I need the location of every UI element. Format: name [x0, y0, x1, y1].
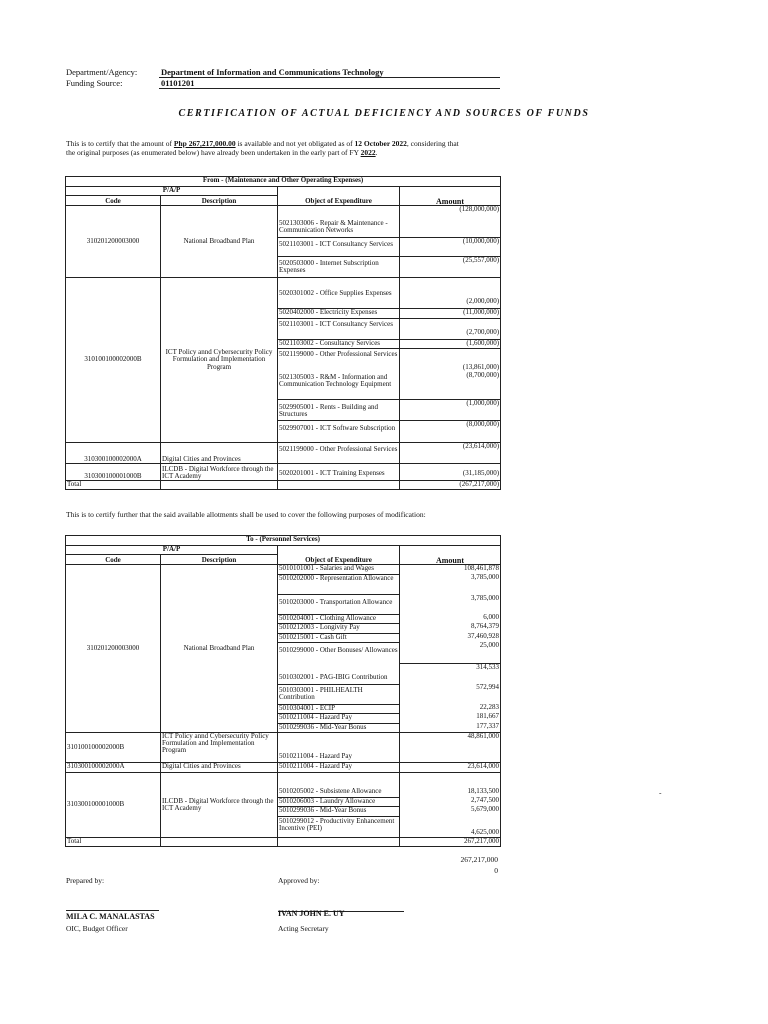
approver-title: Acting Secretary	[278, 924, 329, 933]
from-description-header: Description	[161, 196, 278, 206]
from-object-item: 5021199000 - Other Professional Services	[279, 445, 398, 453]
to-total-label: Total	[66, 838, 161, 847]
to-code-header: Code	[66, 555, 161, 565]
to-group-row	[66, 565, 501, 733]
to-section-title: To - (Personnel Services)	[66, 536, 501, 546]
to-description-header: Description	[161, 555, 278, 565]
from-total-amount: (267,217,000)	[400, 481, 501, 490]
certification-text-3: , considering that	[406, 139, 459, 148]
from-total-row	[66, 481, 501, 490]
to-object-item	[278, 663, 399, 674]
from-amount-item: (2,000,000)	[466, 297, 500, 305]
preparer-title: OIC, Budget Officer	[66, 924, 128, 933]
from-amount-item: (1,000,000)	[400, 399, 500, 420]
from-group-objects	[278, 206, 400, 278]
to-amount-item: 314,533	[400, 663, 500, 674]
certification-text-2: is available and not yet obligated as of	[235, 139, 355, 148]
from-object-item	[278, 206, 399, 213]
to-group-row	[66, 763, 501, 773]
to-group-row	[66, 733, 501, 763]
from-group-row	[66, 206, 501, 278]
from-object-item: 5021103001 - ICT Consultancy Services	[278, 318, 399, 339]
to-amount-item: 181,667	[476, 713, 499, 720]
to-group-objects	[278, 565, 400, 733]
from-amount-item: (8,000,000)	[400, 420, 500, 442]
certification-text-4: the original purposes (as enumerated below) have already been undertaken in the early part of FY	[66, 147, 361, 157]
to-group-amounts	[400, 565, 501, 733]
to-group-objects	[278, 773, 400, 838]
to-object-item: 5010205002 - Subsistene Allowance	[279, 787, 382, 795]
from-code-header: Code	[66, 196, 161, 206]
from-amount-item: (1,600,000)	[400, 339, 500, 348]
to-object-item: 5010215001 - Cash Gift	[278, 633, 399, 642]
approver-name: IVAN JOHN E. UY	[278, 909, 345, 918]
from-amount-item: (128,000,000)	[459, 206, 500, 213]
from-amount-item: (2,700,000)	[400, 318, 500, 339]
to-amount-item: 18,133,500	[467, 787, 499, 795]
from-total-label: Total	[66, 481, 161, 490]
to-group-description: National Broadband Plan	[161, 565, 278, 733]
preparer-signature-line	[66, 910, 159, 911]
from-section-header-row	[66, 177, 501, 187]
to-object-item: 5010299012 - Productivity Enhancement Incentive (PEI)	[278, 816, 399, 837]
from-amount-item	[400, 213, 500, 237]
as-of-date: 12 October 2022	[354, 139, 407, 148]
to-total-amount: 267,217,000	[400, 838, 501, 847]
to-total-row	[66, 838, 501, 847]
fiscal-year: 2022	[360, 147, 376, 157]
certification-paragraph	[66, 140, 502, 157]
from-group-amounts	[400, 464, 501, 481]
from-table	[65, 176, 501, 490]
to-amount-item: 48,861,000	[467, 733, 499, 740]
from-group-amounts	[400, 206, 501, 278]
from-total-empty	[161, 481, 278, 490]
department-label: Department/Agency:	[66, 67, 138, 77]
approved-by-label: Approved by:	[278, 876, 320, 885]
funding-source-label: Funding Source:	[66, 78, 123, 88]
to-amount-item: 108,461,878	[464, 565, 499, 572]
from-amount-item: (8,700,000)	[466, 372, 500, 379]
certified-amount: Php 267,217,000.00	[173, 139, 236, 148]
to-group-code: 310300100002000A	[66, 763, 161, 773]
header-underline	[159, 77, 500, 78]
to-object-item: 5010206003 - Laundry Allowance	[278, 797, 399, 806]
to-object-item: 5010202000 - Representation Allowance	[278, 574, 399, 594]
from-group-row	[66, 278, 501, 443]
to-amount-item: 572,994	[476, 684, 499, 691]
to-group-amounts	[400, 773, 501, 838]
from-object-item: 5020402000 - Electricity Expenses	[278, 308, 399, 318]
to-group-amounts	[400, 733, 501, 763]
difference-value: 0	[494, 866, 498, 875]
to-amount-item: 3,785,000	[471, 574, 499, 581]
check-amount: 267,217,000	[460, 855, 498, 864]
to-amount-item: 4,625,000	[471, 828, 499, 836]
document-title: CERTIFICATION OF ACTUAL DEFICIENCY AND SOURCES OF FUNDS	[178, 108, 590, 119]
to-total-empty	[161, 838, 278, 847]
to-amount-item: 5,679,000	[471, 806, 499, 813]
from-pap-header: P/A/P	[66, 187, 278, 196]
funding-source-value: 01101201	[161, 78, 195, 88]
to-amount-item: 3,785,000	[471, 594, 499, 602]
from-group-row	[66, 464, 501, 481]
to-column-header-row	[66, 546, 501, 555]
to-object-item: 5010203000 - Transportation Allowance	[278, 594, 399, 614]
to-object-item: 5010211004 - Hazard Pay	[279, 752, 353, 760]
to-group-objects	[278, 763, 400, 773]
from-group-objects	[278, 443, 400, 464]
from-amount-header: Amount	[400, 187, 501, 206]
from-object-item: 5029907001 - ICT Software Subscription	[278, 420, 399, 442]
to-amount-item: 177,337	[476, 723, 499, 730]
from-group-code: 310300100001000B	[66, 464, 161, 481]
from-object-item: 5021103001 - ICT Consultancy Services	[278, 237, 399, 256]
from-object-item: 5020301002 - Office Supplies Expenses	[279, 289, 392, 297]
prepared-by-label: Prepared by:	[66, 876, 105, 885]
from-amount-item: (25,557,000)	[400, 256, 500, 277]
department-value: Department of Information and Communications Technology	[161, 67, 384, 77]
to-object-item: 5010299000 - Other Bonuses/ Allowances	[278, 642, 399, 663]
to-amount-item: 8,764,379	[471, 623, 499, 630]
from-group-description: ICT Policy annd Cybersecurity Policy Formulation and Implementation Program	[161, 278, 278, 443]
to-group-description: ILCDB - Digital Workforce through the ICT Academy	[161, 773, 278, 838]
header-underline-2	[159, 88, 500, 89]
to-object-item: 5010101001 - Salaries and Wages	[279, 565, 374, 572]
from-object-item: 5020503000 - Internet Subscription Expenses	[278, 256, 399, 277]
from-object-item: 5021199000 - Other Professional Services	[278, 348, 399, 372]
from-group-description: National Broadband Plan	[161, 206, 278, 278]
to-object-item: 5010212003 - Longivity Pay	[278, 623, 399, 633]
certification-text-1: This is to certify that the amount of	[66, 139, 174, 148]
to-group-code: 310201200003000	[66, 565, 161, 733]
to-total-empty	[278, 838, 400, 847]
to-object-item: 5010299036 - Mid-Year Bonus	[278, 723, 399, 732]
from-object-item: 5029905001 - Rents - Building and Structures	[278, 399, 399, 420]
to-object-item: 5010299036 - Mid-Year Bonus	[278, 806, 399, 816]
to-group-objects	[278, 733, 400, 763]
from-object-item: 5021305003 - R&M - Information and Communication Technology Equipment	[279, 373, 392, 389]
to-object-item: 5010302001 - PAG-IBIG Contribution	[279, 674, 388, 681]
to-amount-header: Amount	[400, 546, 501, 565]
from-group-description: Digital Cities and Provinces	[161, 443, 278, 464]
to-amount-item	[400, 674, 500, 684]
to-pap-header: P/A/P	[66, 546, 278, 555]
from-amount-item: (13,861,000)	[400, 348, 500, 372]
to-object-item: 5010303001 - PHILHEALTH Contribution	[278, 684, 399, 704]
to-object-item: 5010211004 - Hazard Pay	[278, 713, 399, 723]
from-group-amounts	[400, 443, 501, 464]
from-group-objects	[278, 278, 400, 443]
further-certification-text: This is to certify further that the said available allotments shall be used to cover the following purposes of modification:	[66, 510, 426, 519]
to-object-item: 5010211004 - Hazard Pay	[279, 763, 353, 770]
to-amount-item: 23,614,000	[467, 763, 499, 770]
from-column-header-row	[66, 187, 501, 196]
to-section-header-row	[66, 536, 501, 546]
to-object-item: 5010204001 - Clothing Allowance	[278, 614, 399, 623]
from-object-item: 5021103002 - Consultancy Services	[278, 339, 399, 348]
to-object-header: Object of Expenditure	[278, 546, 400, 565]
from-group-code: 310300100002000A	[66, 443, 161, 464]
to-group-description: ICT Policy annd Cybersecurity Policy Formulation and Implementation Program	[161, 733, 278, 763]
from-group-objects	[278, 464, 400, 481]
preparer-name: MILA C. MANALASTAS	[66, 912, 155, 921]
from-total-empty	[278, 481, 400, 490]
to-group-code: 310300100001000B	[66, 773, 161, 838]
from-object-item: 5020201001 - ICT Training Expenses	[279, 469, 385, 477]
from-group-row	[66, 443, 501, 464]
from-group-code: 310100100002000B	[66, 278, 161, 443]
stray-mark: -	[659, 788, 662, 797]
to-group-amounts	[400, 763, 501, 773]
from-object-header: Object of Expenditure	[278, 187, 400, 206]
from-group-amounts	[400, 278, 501, 443]
to-group-code: 310100100002000B	[66, 733, 161, 763]
to-object-item: 5010304001 - ECIP	[278, 704, 399, 713]
from-group-code: 310201200003000	[66, 206, 161, 278]
to-amount-item: 2,747,500	[471, 797, 499, 804]
to-group-row	[66, 773, 501, 838]
to-amount-item: 22,283	[479, 704, 499, 711]
from-amount-item: (10,000,000)	[400, 237, 500, 256]
to-table	[65, 535, 501, 847]
to-group-description: Digital Cities and Provinces	[161, 763, 278, 773]
from-group-description: ILCDB - Digital Workforce through the ICT Academy	[161, 464, 278, 481]
to-amount-item: 25,000	[479, 642, 499, 649]
from-object-item: 5021303006 - Repair & Maintenance - Communication Networks	[279, 219, 388, 235]
from-section-title: From - (Maintenance and Other Operating Expenses)	[66, 177, 501, 187]
from-amount-item: (31,185,000)	[462, 469, 500, 477]
certification-text-5: .	[375, 147, 378, 157]
from-amount-item: (23,614,000)	[462, 443, 500, 450]
to-amount-item: 37,460,928	[467, 633, 499, 640]
to-amount-item: 6,000	[483, 614, 499, 621]
from-amount-item: (11,000,000)	[400, 308, 500, 318]
